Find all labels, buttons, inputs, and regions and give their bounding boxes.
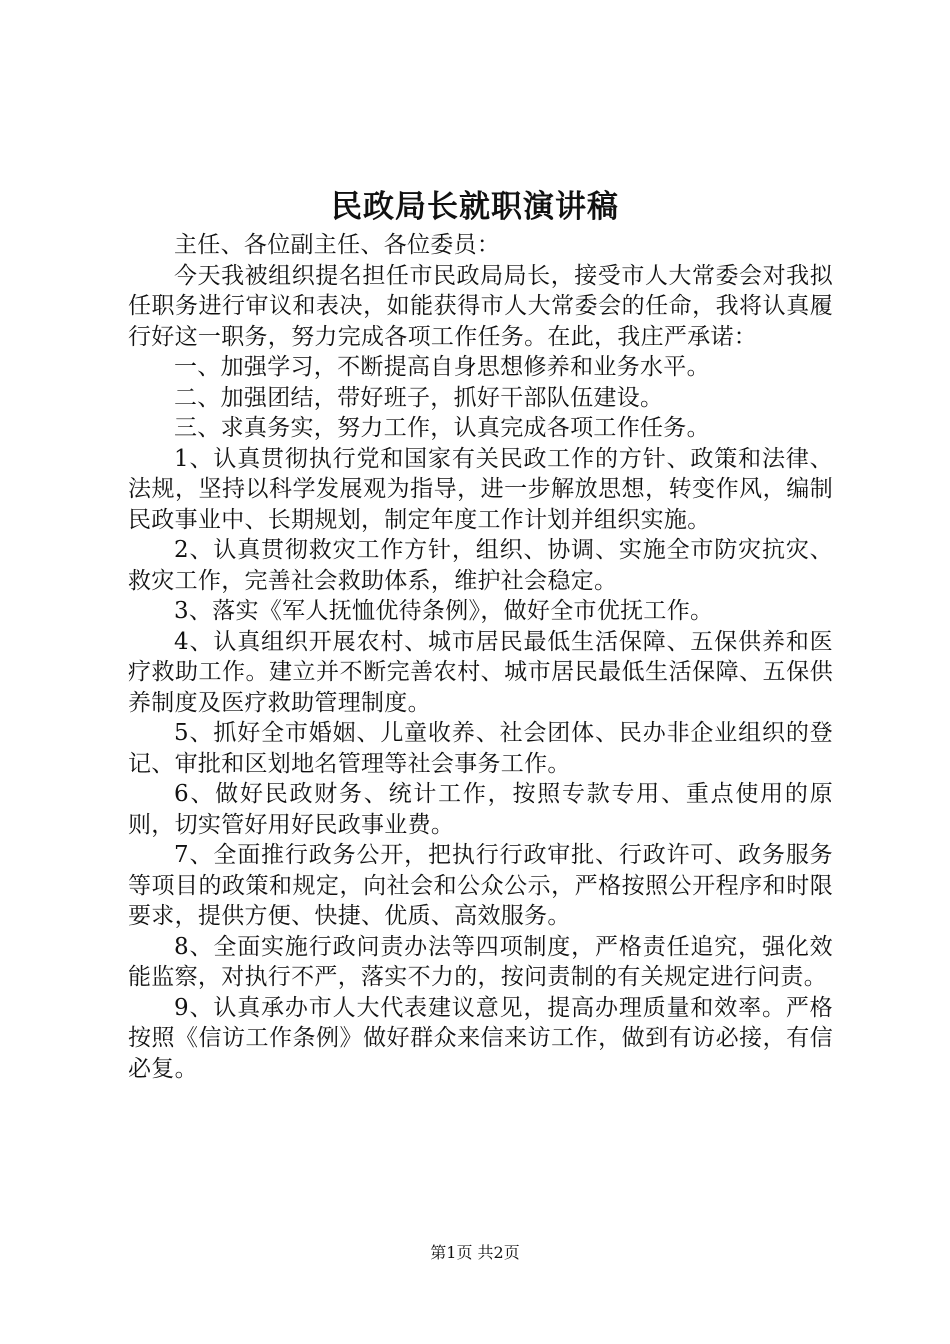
task-8-paragraph: 8、全面实施行政问责办法等四项制度，严格责任追究，强化效能监察，对执行不严，落实不力的，按问责制的有关规定进行问责。	[128, 933, 833, 990]
commitment-1-paragraph: 一、加强学习，不断提高自身思想修养和业务水平。	[174, 354, 710, 380]
intro-paragraph: 今天我被组织提名担任市民政局局长，接受市人大常委会对我拟任职务进行审议和表决，如能获得市人大常委会的任命，我将认真履行好这一职务，努力完成各项工作任务。在此，我庄严承诺：	[128, 262, 833, 350]
task-4-paragraph: 4、认真组织开展农村、城市居民最低生活保障、五保供养和医疗救助工作。建立并不断完善农村、城市居民最低生活保障、五保供养制度及医疗救助管理制度。	[128, 628, 833, 716]
page-footer: 第1页 共2页	[430, 1243, 520, 1262]
commitment-2-paragraph: 二、加强团结，带好班子，抓好干部队伍建设。	[174, 384, 664, 411]
task-7-paragraph: 7、全面推行政务公开，把执行行政审批、行政许可、政务服务等项目的政策和规定，向社会和公众公示，严格按照公开程序和时限要求，提供方便、快捷、优质、高效服务。	[128, 842, 833, 929]
document-body	[128, 230, 833, 1084]
commitment-3-paragraph: 三、求真务实，努力工作，认真完成各项工作任务。	[174, 415, 710, 441]
task-2-paragraph: 2、认真贯彻救灾工作方针，组织、协调、实施全市防灾抗灾、救灾工作，完善社会救助体系，维护社会稳定。	[128, 537, 833, 594]
task-3-paragraph: 3、落实《军人抚恤优待条例》，做好全市优抚工作。	[174, 598, 714, 624]
task-5-paragraph: 5、抓好全市婚姻、儿童收养、社会团体、民办非企业组织的登记、审批和区划地名管理等社会事务工作。	[128, 720, 833, 777]
task-1-paragraph: 1、认真贯彻执行党和国家有关民政工作的方针、政策和法律、法规，坚持以科学发展观为指导，进一步解放思想，转变作风，编制民政事业中、长期规划，制定年度工作计划并组织实施。	[128, 445, 833, 533]
salutation-paragraph: 主任、各位副主任、各位委员：	[174, 232, 501, 258]
document-title: 民政局长就职演讲稿	[331, 189, 619, 225]
task-6-paragraph: 6、做好民政财务、统计工作，按照专款专用、重点使用的原则，切实管好用好民政事业费。	[128, 781, 833, 838]
task-9-paragraph: 9、认真承办市人大代表建议意见，提高办理质量和效率。严格按照《信访工作条例》做好群众来信来访工作，做到有访必接，有信必复。	[128, 994, 833, 1082]
